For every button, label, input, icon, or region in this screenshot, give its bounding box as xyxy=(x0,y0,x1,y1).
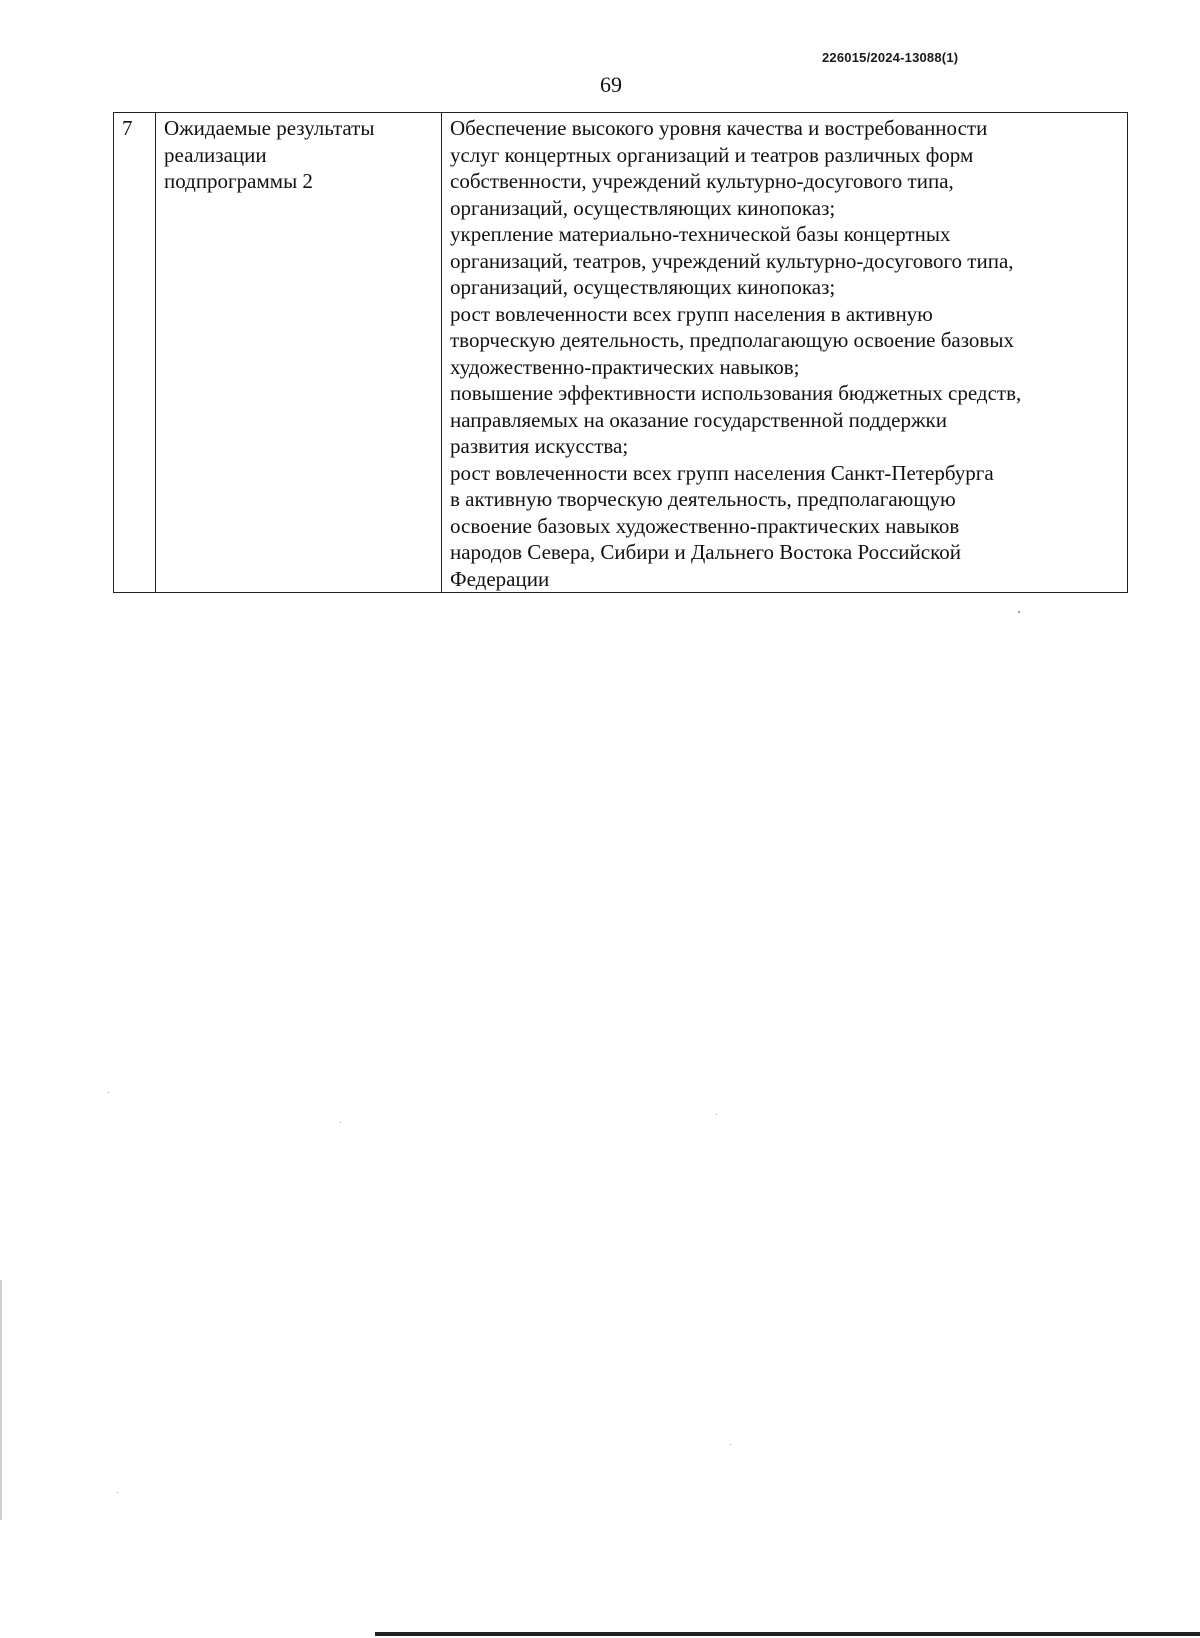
scan-speck xyxy=(730,1444,731,1445)
content-line: Федерации xyxy=(450,566,550,591)
content-line: повышение эффективности использования бюджетных средств, xyxy=(450,381,1022,405)
row-content-cell xyxy=(442,113,1128,593)
content-line: рост вовлеченности всех групп населения Санкт-Петербурга xyxy=(450,460,994,485)
scan-speck xyxy=(117,1492,118,1493)
content-line: в активную творческую деятельность, предполагающую xyxy=(450,487,956,511)
scan-edge-shadow xyxy=(0,1280,2,1520)
content-line: Обеспечение высокого уровня качества и востребованности xyxy=(450,116,988,140)
content-line: художественно-практических навыков; xyxy=(450,354,800,379)
content-line: народов Севера, Сибири и Дальнего Востока Российской xyxy=(450,540,961,564)
content-line: освоение базовых художественно-практических навыков xyxy=(450,513,960,538)
scan-speck xyxy=(716,1114,717,1115)
content-line: организаций, осуществляющих кинопоказ; xyxy=(450,275,836,299)
row-number-cell xyxy=(114,113,156,593)
scan-speck xyxy=(340,1122,341,1123)
scan-speck xyxy=(108,1092,109,1093)
content-line: услуг концертных организаций и театров различных форм xyxy=(450,142,974,167)
row-number: 7 xyxy=(122,116,133,140)
content-line: творческую деятельность, предполагающую освоение базовых xyxy=(450,328,1014,352)
scan-speck xyxy=(1018,611,1020,613)
content-line: рост вовлеченности всех групп населения в активную xyxy=(450,301,933,326)
content-line: направляемых на оказание государственной поддержки xyxy=(450,407,947,432)
content-line: укрепление материально-технической базы концертных xyxy=(450,222,951,246)
content-line: организаций, театров, учреждений культурно-досугового типа, xyxy=(450,248,1014,273)
table-row xyxy=(114,113,1128,593)
results-table xyxy=(113,112,1128,593)
page-number: 69 xyxy=(600,72,622,97)
scan-bottom-edge xyxy=(375,1632,1200,1636)
row-label-cell xyxy=(156,113,442,593)
row-label: Ожидаемые результаты реализации подпрограммы 2 xyxy=(164,116,375,193)
content-line: развития искусства; xyxy=(450,434,629,458)
content-line: собственности, учреждений культурно-досугового типа, xyxy=(450,169,954,193)
content-line: организаций, осуществляющих кинопоказ; xyxy=(450,195,836,220)
document-registration-number: 226015/2024-13088(1) xyxy=(822,50,959,65)
